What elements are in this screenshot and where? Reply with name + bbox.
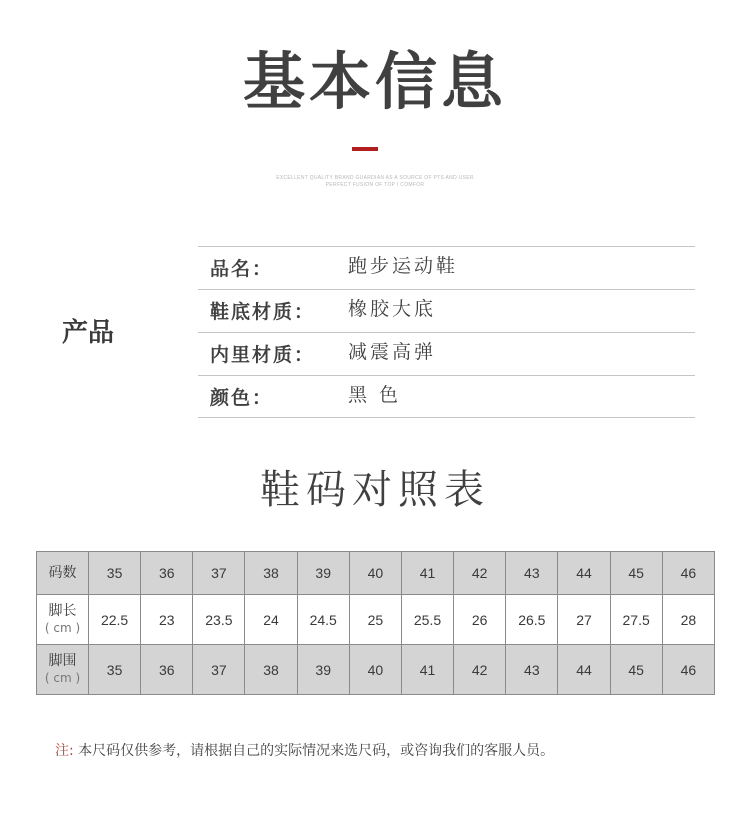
row-header-cell (37, 552, 89, 595)
table-cell: 41 (401, 552, 453, 595)
table-cell: 36 (141, 552, 193, 595)
table-cell: 43 (506, 552, 558, 595)
table-cell: 41 (401, 645, 453, 695)
note-text: 本尺码仅供参考，请根据自己的实际情况来选尺码，或咨询我们的客服人员。 (73, 743, 555, 759)
table-cell: 36 (141, 645, 193, 695)
info-key: 颜色： (210, 387, 274, 409)
tagline-line-2: PERFECT FUSION OF TOP I COMFOR (325, 182, 425, 188)
table-cell: 27.5 (610, 595, 662, 645)
table-cell: 37 (193, 552, 245, 595)
table-cell: 37 (193, 645, 245, 695)
table-cell: 26.5 (506, 595, 558, 645)
table-cell: 40 (349, 645, 401, 695)
table-cell: 24.5 (297, 595, 349, 645)
table-cell: 35 (89, 552, 141, 595)
table-cell: 38 (245, 645, 297, 695)
row-header-cell (37, 595, 89, 645)
info-row-lining-material (198, 332, 695, 375)
table-cell: 42 (454, 552, 506, 595)
product-info-table (198, 246, 695, 418)
size-chart-table (36, 551, 715, 695)
table-cell: 45 (610, 645, 662, 695)
table-cell: 46 (662, 552, 714, 595)
product-section-label: 产品 (62, 318, 115, 348)
table-cell: 35 (89, 645, 141, 695)
info-key: 品名： (210, 258, 274, 280)
info-value: 减震高弹 (348, 341, 437, 363)
row-header-label: 脚长 (48, 602, 77, 619)
row-header-label: 码数 (48, 564, 77, 581)
table-cell: 39 (297, 645, 349, 695)
table-row (37, 552, 715, 595)
table-cell: 44 (558, 552, 610, 595)
info-row-color (198, 375, 695, 418)
table-cell: 40 (349, 552, 401, 595)
table-cell: 22.5 (89, 595, 141, 645)
title-accent-divider (352, 147, 378, 151)
table-cell: 44 (558, 645, 610, 695)
tagline-line-1: EXCELLENT QUALITY BRAND GUARDIAN AS A SOURCE OF PTS AND USER (276, 175, 474, 181)
row-header-label: 脚围 (48, 652, 77, 669)
size-chart-title: 鞋码对照表 (260, 467, 490, 513)
row-header-unit: ( cm ) (44, 620, 81, 635)
table-cell: 39 (297, 552, 349, 595)
info-value: 跑步运动鞋 (348, 255, 459, 277)
table-cell: 27 (558, 595, 610, 645)
info-key: 内里材质： (210, 344, 316, 366)
info-row-name (198, 246, 695, 289)
row-header-unit: ( cm ) (44, 670, 81, 685)
table-cell: 38 (245, 552, 297, 595)
info-value: 黑 色 (348, 384, 402, 406)
row-header-cell (37, 645, 89, 695)
page-title: 基本信息 (242, 45, 507, 118)
table-cell: 24 (245, 595, 297, 645)
table-cell: 23.5 (193, 595, 245, 645)
info-row-sole-material (198, 289, 695, 332)
table-cell: 46 (662, 645, 714, 695)
table-row (37, 595, 715, 645)
table-cell: 25 (349, 595, 401, 645)
table-cell: 43 (506, 645, 558, 695)
table-cell: 25.5 (401, 595, 453, 645)
table-cell: 28 (662, 595, 714, 645)
note-label: 注: (55, 743, 74, 759)
size-note (55, 740, 554, 760)
info-key: 鞋底材质： (210, 301, 316, 323)
table-cell: 45 (610, 552, 662, 595)
table-cell: 23 (141, 595, 193, 645)
table-cell: 42 (454, 645, 506, 695)
info-value: 橡胶大底 (348, 298, 437, 320)
table-cell: 26 (454, 595, 506, 645)
table-row (37, 645, 715, 695)
